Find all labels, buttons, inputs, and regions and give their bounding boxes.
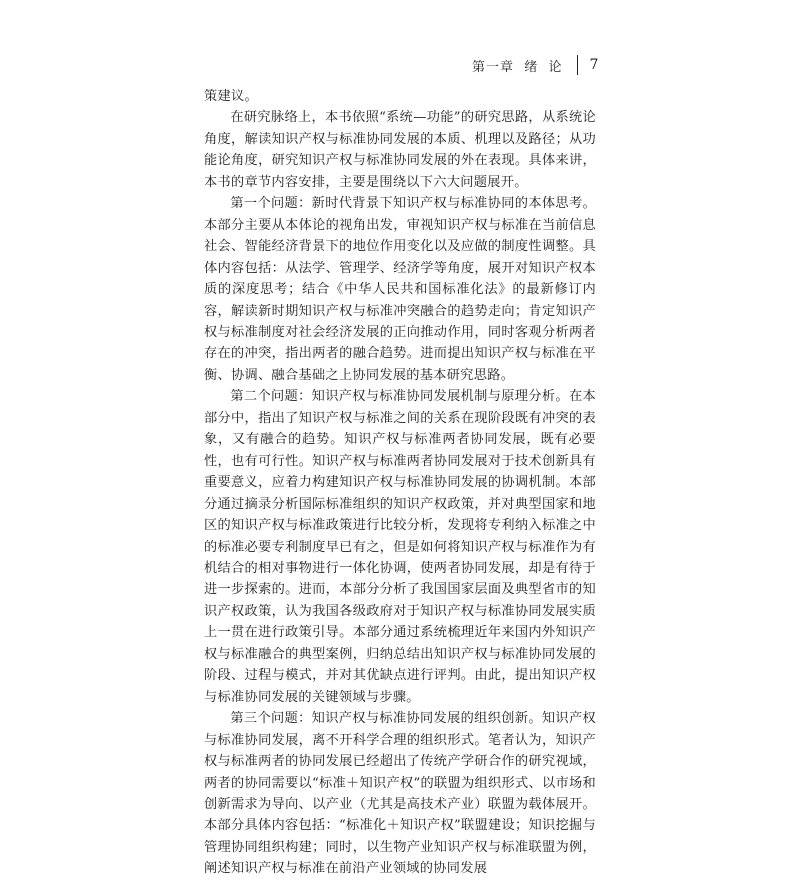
header-divider xyxy=(577,55,578,75)
body-text xyxy=(204,86,596,880)
paragraph: 在研究脉络上，本书依照“系统—功能”的研究思路，从系统论角度，解读知识产权与标准协同发展的本质、机理以及路径；从功能论角度，研究知识产权与标准协同发展的外在表现。具体来讲，本书的章节内容安排，主要是围绕以下六大问题展开。 xyxy=(204,110,596,190)
paragraph: 第三个问题：知识产权与标准协同发展的组织创新。知识产权与标准协同发展，离不开科学合理的组织形式。笔者认为，知识产权与标准两者的协同发展已经超出了传统产学研合作的研究视域，两者的协同需要以“标准＋知识产权”的联盟为组织形式、以市场和创新需求为导向、以产业（尤其是高技术产业）联盟为载体展开。本部分具体内容包括：“标准化＋知识产权”联盟建设；知识挖掘与管理协同组织构建；同时，以生物产业知识产权与标准联盟为例，阐述知识产权与标准在前沿产业领域的协同发展 xyxy=(204,711,596,877)
page-number: 7 xyxy=(589,57,600,73)
paragraph: 策建议。 xyxy=(204,89,258,104)
chapter-title: 第一章 绪 论 xyxy=(472,59,563,75)
paragraph: 第一个问题：新时代背景下知识产权与标准协同的本体思考。本部分主要从本体论的视角出发，审视知识产权与标准在当前信息社会、智能经济背景下的地位作用变化以及应做的制度性调整。具体内容包括：从法学、管理学、经济学等角度，展开对知识产权本质的深度思考；结合《中华人民共和国标准化法》的最新修订内容，解读新时期知识产权与标准冲突融合的趋势走向；肯定知识产权与标准制度对社会经济发展的正向推动作用，同时客观分析两者存在的冲突，指出两者的融合趋势。进而提出知识产权与标准在平衡、协调、融合基础之上协同发展的基本研究思路。 xyxy=(204,196,596,383)
running-head xyxy=(472,55,599,75)
paragraph: 第二个问题：知识产权与标准协同发展机制与原理分析。在本部分中，指出了知识产权与标准之间的关系在现阶段既有冲突的表象，又有融合的趋势。知识产权与标准两者协同发展，既有必要性，也有可行性。知识产权与标准两者协同发展对于技术创新具有重要意义，应着力构建知识产权与标准协同发展的协调机制。本部分通过摘录分析国际标准组织的知识产权政策，并对典型国家和地区的知识产权与标准政策进行比较分析，发现将专利纳入标准之中的标准必要专利制度早已有之，但是如何将知识产权与标准作为有机结合的相对事物进行一体化协调，使两者协同发展，却是有待于进一步探索的。进而，本部分分析了我国国家层面及典型省市的知识产权政策，认为我国各级政府对于知识产权与标准协同发展实质上一贯在进行政策引导。本部分通过系统梳理近年来国内外知识产权与标准融合的典型案例，归纳总结出知识产权与标准协同发展的阶段、过程与模式，并对其优缺点进行评判。由此，提出知识产权与标准协同发展的关键领域与步骤。 xyxy=(204,389,596,705)
